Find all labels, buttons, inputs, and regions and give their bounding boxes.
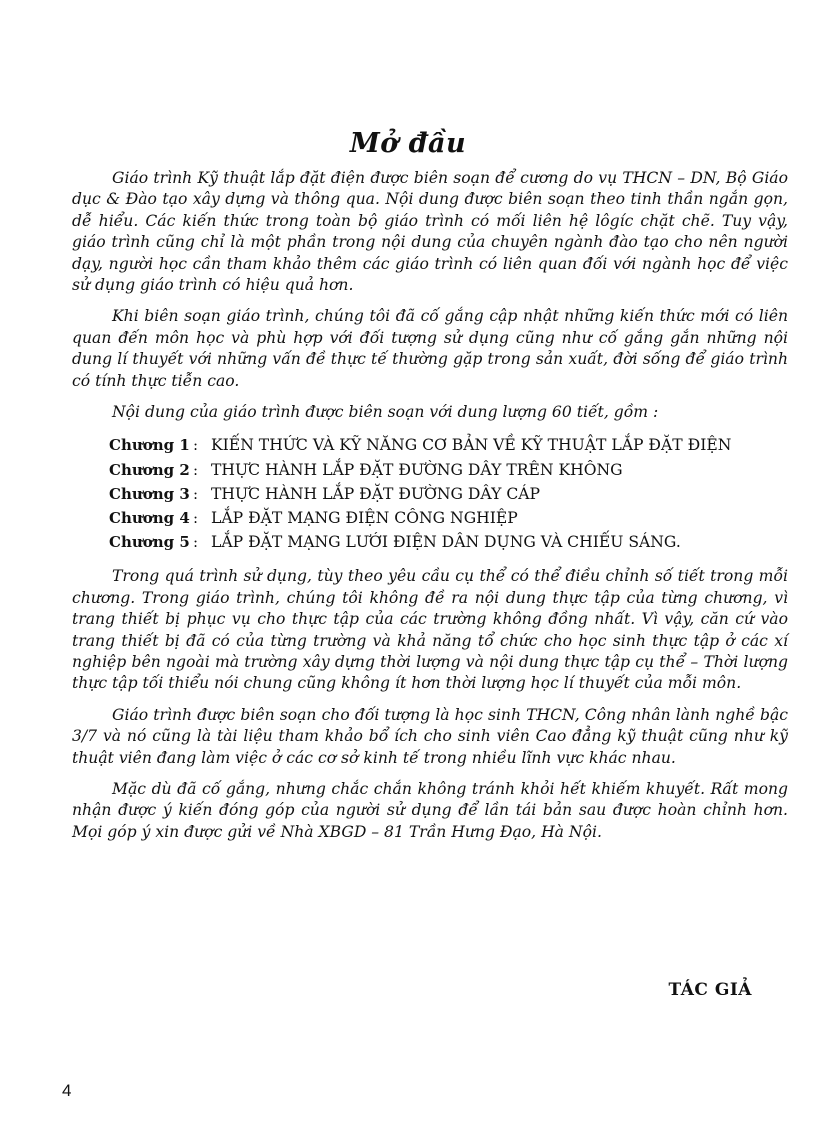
chapter-title: LẮP ĐẶT MẠNG ĐIỆN CÔNG NGHIỆP	[211, 509, 518, 528]
chapter-title: LẮP ĐẶT MẠNG LƯỚI ĐIỆN DÂN DỤNG VÀ CHIẾU SÁNG.	[211, 533, 681, 552]
chapter-item	[109, 482, 788, 506]
chapter-item	[109, 458, 788, 482]
chapter-item	[109, 506, 788, 530]
chapter-title: THỰC HÀNH LẮP ĐẶT ĐƯỜNG DÂY TRÊN KHÔNG	[211, 460, 623, 479]
chapter-list	[72, 433, 788, 554]
chapter-label: Chương 2	[109, 460, 190, 479]
chapter-item	[109, 433, 788, 457]
chapter-label: Chương 5	[109, 533, 190, 552]
chapter-separator: :	[193, 509, 199, 528]
chapter-title: KIẾN THỨC VÀ KỸ NĂNG CƠ BẢN VỀ KỸ THUẬT LẮP ĐẶT ĐIỆN	[211, 436, 732, 455]
chapter-label: Chương 4	[109, 509, 190, 528]
preface-body	[72, 168, 788, 853]
chapter-separator: :	[193, 460, 199, 479]
chapter-label: Chương 1	[109, 436, 190, 455]
author-signature: TÁC GIẢ	[668, 980, 752, 1000]
chapter-item	[109, 530, 788, 554]
paragraph: Giáo trình được biên soạn cho đối tượng là học sinh THCN, Công nhân lành nghề bậc 3/7 và nó cũng là tài liệu tham khảo bổ ích cho sinh viên Cao đẳng kỹ thuật cũng như kỹ thuật viên đang làm việc ở các cơ sở kinh tế trong nhiều lĩnh vực khác nhau.	[72, 705, 788, 767]
page-number: 4	[62, 1081, 72, 1100]
chapter-label: Chương 3	[109, 484, 190, 503]
chapter-separator: :	[193, 533, 199, 552]
page-title: Mở đầu	[349, 128, 467, 160]
paragraph: Giáo trình Kỹ thuật lắp đặt điện được biên soạn để cương do vụ THCN – DN, Bộ Giáo dục & Đào tạo xây dựng và thông qua. Nội dung được biên soạn theo tinh thần ngắn gọn, dễ hiểu. Các kiến thức trong toàn bộ giáo trình có mối liên hệ lôgíc chặt chẽ. Tuy vậy, giáo trình cũng chỉ là một phần trong nội dung của chuyên ngành đào tạo cho nên người dạy, người học cần tham khảo thêm các giáo trình có liên quan đối với ngành học để việc sử dụng giáo trình có hiệu quả hơn.	[72, 169, 788, 295]
chapter-separator: :	[193, 484, 199, 503]
paragraph: Trong quá trình sử dụng, tùy theo yêu cầu cụ thể có thể điều chỉnh số tiết trong mỗi chương. Trong giáo trình, chúng tôi không đề ra nội dung thực tập của từng chương, vì trang thiết bị phục vụ cho thực tập của các trường không đồng nhất. Vì vậy, căn cứ vào trang thiết bị đã có của từng trường và khả năng tổ chức cho học sinh thực tập ở các xí nghiệp bên ngoài mà trường xây dựng thời lượng và nội dung thực tập cụ thể – Thời lượng thực tập tối thiểu nói chung cũng không ít hơn thời lượng học lí thuyết của mỗi môn.	[72, 567, 788, 693]
chapter-title: THỰC HÀNH LẮP ĐẶT ĐƯỜNG DÂY CÁP	[211, 484, 540, 503]
paragraph: Nội dung của giáo trình được biên soạn với dung lượng 60 tiết, gồm :	[112, 403, 659, 422]
paragraph: Mặc dù đã cố gắng, nhưng chắc chắn không tránh khỏi hết khiếm khuyết. Rất mong nhận được ý kiến đóng góp của người sử dụng để lần tái bản sau được hoàn chỉnh hơn. Mọi góp ý xin được gửi về Nhà XBGD – 81 Trần Hưng Đạo, Hà Nội.	[72, 780, 788, 841]
paragraph: Khi biên soạn giáo trình, chúng tôi đã cố gắng cập nhật những kiến thức mới có liên quan đến môn học và phù hợp với đối tượng sử dụng cũng như cố gắng gắn những nội dung lí thuyết với những vấn đề thực tế thường gặp trong sản xuất, đời sống để giáo trình có tính thực tiễn cao.	[72, 307, 788, 390]
chapter-separator: :	[193, 436, 199, 455]
